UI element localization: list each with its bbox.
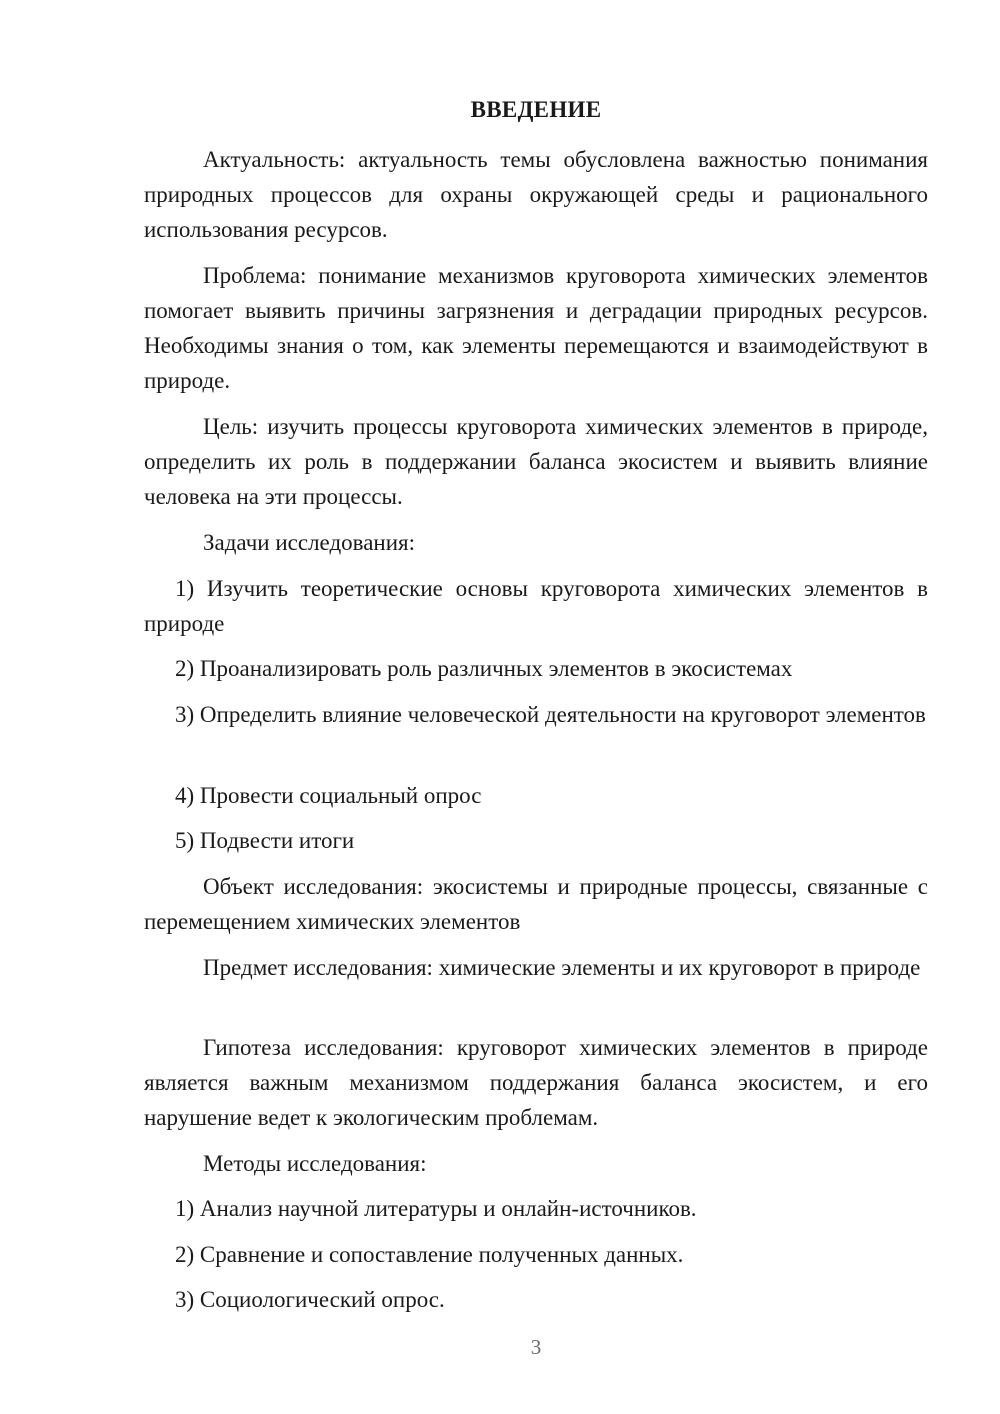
goal-paragraph: Цель: изучить процессы круговорота химических элементов в природе, определить их роль в поддержании баланса экосистем и выявить влияние человека на эти процессы. (144, 414, 928, 509)
problem-paragraph: Проблема: понимание механизмов круговорота химических элементов помогает выявить причины загрязнения и деградации природных ресурсов. Необходимы знания о том, как элементы перемещаются и взаимодействуют в природе. (144, 263, 928, 393)
subject-paragraph: Предмет исследования: химические элементы и их круговорот в природе (203, 955, 921, 980)
relevance-paragraph: Актуальность: актуальность темы обусловлена важностью понимания природных процессов для охраны окружающей среды и рационального использования ресурсов. (144, 147, 928, 242)
section-heading: ВВЕДЕНИЕ (470, 97, 602, 122)
task-item-1: 1) Изучить теоретические основы круговорота химических элементов в природе (144, 576, 928, 636)
task-item-3: 3) Определить влияние человеческой деятельности на круговорот элементов (175, 702, 926, 727)
method-item-1: 1) Анализ научной литературы и онлайн-источников. (175, 1196, 697, 1221)
page-number: 3 (530, 1335, 542, 1359)
task-item-4: 4) Провести социальный опрос (175, 783, 482, 808)
object-paragraph: Объект исследования: экосистемы и природные процессы, связанные с перемещением химических элементов (144, 874, 928, 934)
methods-title: Методы исследования: (203, 1151, 427, 1176)
tasks-title: Задачи исследования: (203, 530, 416, 555)
method-item-2: 2) Сравнение и сопоставление полученных данных. (175, 1242, 684, 1267)
method-item-3: 3) Социологический опрос. (175, 1287, 445, 1312)
task-item-2: 2) Проанализировать роль различных элементов в экосистемах (175, 656, 793, 681)
hypothesis-paragraph: Гипотеза исследования: круговорот химических элементов в природе является важным механизмом поддержания баланса экосистем, и его нарушение ведет к экологическим проблемам. (144, 1035, 928, 1130)
task-item-5: 5) Подвести итоги (175, 828, 355, 853)
